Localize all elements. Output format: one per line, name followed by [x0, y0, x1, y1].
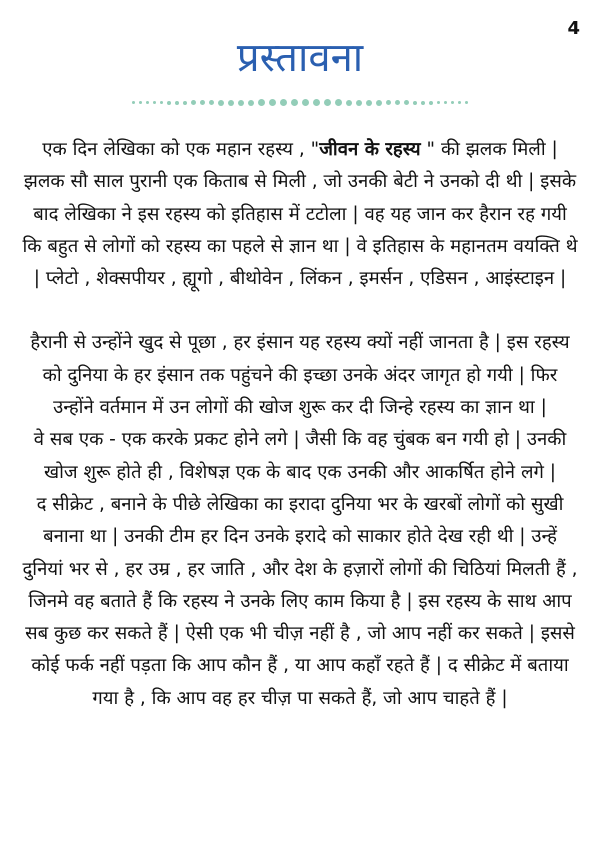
divider-dot: [421, 101, 425, 105]
paragraph-purpose: द सीक्रेट , बनाने के पीछे लेखिका का इरादा दुनिया भर के खरबों लोगों को सुखी बनाना था | उनकी टीम हर दिन उनके इरादे को साकार होते देख रही थी | उन्हें दुनियां भर से , हर उम्र , हर जाति , और देश के हज़ारों लोगों की चिठियां मिलती हैं , जिनमे वह बताते हैं कि रहस्य ने उनके लिए काम किया है | इस रहस्य के साथ आप सब कुछ कर सकते हैं | ऐसी एक भी चीज़ नहीं है , जो आप नहीं कर सकते | इससे कोई फर्क नहीं पड़ता कि आप कौन हैं , या आप कहाँ रहते हैं | द सीक्रेट में बताया गया है , कि आप वह हर चीज़ पा सकते हैं, जो आप चाहते हैं |: [22, 493, 578, 709]
divider-dot: [146, 101, 149, 104]
divider-dot: [139, 101, 142, 104]
paragraph-intro: [22, 134, 578, 295]
divider-dot: [413, 101, 417, 105]
paragraph-experts: वे सब एक - एक करके प्रकट होने लगे | जैसी कि वह चुंबक बन गयी हो | उनकी खोज शुरू होते ही , विशेषज्ञ एक के बाद एक उनकी और आकर्षित होने लगे |: [33, 429, 567, 483]
paragraph-question: हैरानी से उन्होंने खुद से पूछा , हर इंसान यह रहस्य क्यों नहीं जानता है | इस रहस्य को दुनिया के हर इंसान तक पहुंचने की इच्छा उनके अंदर जागृत हो गयी | फिर उन्होंने वर्तमान में उन लोगों की खोज शुरू कर दी जिन्हे रहस्य का ज्ञान था |: [30, 332, 570, 419]
divider-dot: [291, 99, 298, 106]
divider-dot: [258, 99, 265, 106]
divider-dot: [167, 101, 171, 105]
paragraph-gap: [22, 295, 578, 327]
divider-dot: [376, 100, 382, 106]
divider-dot: [175, 101, 179, 105]
divider-dot: [228, 100, 234, 106]
divider-dot: [160, 101, 163, 104]
divider-dot: [444, 101, 447, 104]
divider-dot: [191, 100, 196, 105]
divider-dot: [335, 99, 342, 106]
divider-dot: [356, 100, 362, 106]
divider-dot: [429, 101, 433, 105]
divider-dot: [238, 100, 244, 106]
divider-dot: [465, 101, 468, 104]
divider-dot: [153, 101, 156, 104]
divider-dot: [313, 99, 320, 106]
body-text: [22, 134, 578, 715]
divider-dot: [395, 100, 400, 105]
divider-dot: [366, 100, 372, 106]
divider-dot: [280, 99, 287, 106]
divider-dot: [324, 99, 331, 106]
paragraph-intro-text-cont: " की झलक मिली | झलक सौ साल पुरानी एक किताब से मिली , जो उनकी बेटी ने उनको दी थी | इसके बाद लेखिका ने इस रहस्य को इतिहास में टटोला | वह यह जान कर हैरान रह गयी कि बहुत से लोगों को रहस्य का पहले से ज्ञान था | वे इतिहास के महानतम वयक्ति थे | प्लेटो , शेक्सपीयर , ह्यूगो , बीथोवेन , लिंकन , इमर्सन , एडिसन , आइंस्टाइन |: [22, 139, 578, 290]
secret-phrase: जीवन के रहस्य: [319, 139, 421, 160]
divider-dot: [218, 100, 224, 106]
divider-dot: [132, 101, 135, 104]
paragraph-intro-text: एक दिन लेखिका को एक महान रहस्य , ": [42, 139, 320, 160]
divider-dot: [437, 101, 440, 104]
divider-dot: [404, 100, 409, 105]
page-title: प्रस्तावना: [236, 35, 364, 81]
divider-dot: [183, 101, 187, 105]
divider-dot: [346, 100, 352, 106]
divider-dot: [200, 100, 205, 105]
divider-dot: [302, 99, 309, 106]
divider-dot: [209, 100, 214, 105]
dotted-divider-icon: [0, 99, 600, 106]
divider-dot: [248, 100, 254, 106]
divider-dot: [269, 99, 276, 106]
divider-dot: [386, 100, 391, 105]
divider-dot: [458, 101, 461, 104]
page-number: 4: [567, 18, 580, 39]
divider-dot: [451, 101, 454, 104]
